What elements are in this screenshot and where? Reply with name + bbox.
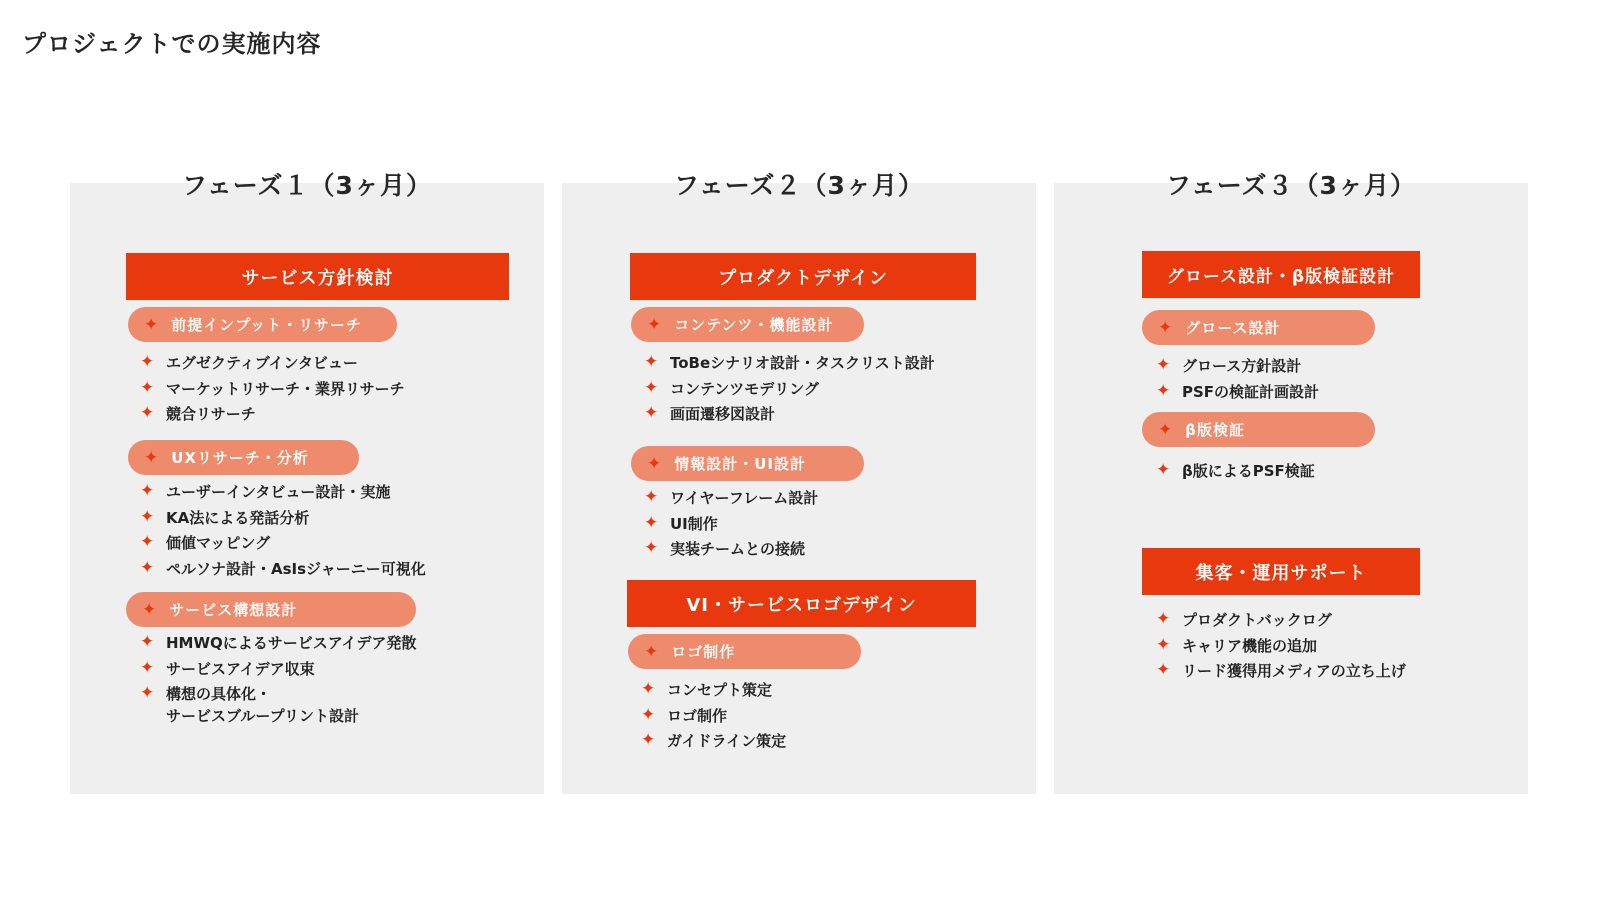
sparkle-star-icon: ✦ <box>644 487 659 507</box>
sparkle-star-icon: ✦ <box>644 538 659 559</box>
sub-pill-label: 情報設計・UI設計 <box>674 455 807 473</box>
phase-3-list-3 <box>1156 607 1406 684</box>
list-item: ✦ UI制作 <box>644 511 818 537</box>
list-item: ✦ ガイドライン策定 <box>641 728 786 754</box>
phase-3-main-label-2: 集客・運用サポート <box>1142 548 1420 595</box>
phase-1-list-3 <box>140 630 416 727</box>
sparkle-star-icon: ✦ <box>142 599 158 620</box>
sparkle-star-icon: ✦ <box>1156 634 1171 655</box>
sparkle-star-icon: ✦ <box>1156 380 1171 401</box>
list-item: ✦ β版によるPSF検証 <box>1156 458 1315 484</box>
list-item: ✦ PSFの検証計画設計 <box>1156 379 1319 405</box>
list-item: ✦ プロダクトバックログ <box>1156 607 1406 633</box>
list-item: ✦ コンセプト策定 <box>641 677 786 703</box>
sparkle-star-icon: ✦ <box>1158 419 1174 440</box>
phase-3-list-2 <box>1156 458 1315 484</box>
list-item: ✦ サービスアイデア収束 <box>140 656 416 682</box>
list-item: ✦ ワイヤーフレーム設計 <box>644 485 818 511</box>
phase-1-sub-pill-2 <box>128 440 359 475</box>
sparkle-star-icon: ✦ <box>140 506 155 527</box>
sparkle-star-icon: ✦ <box>647 314 663 335</box>
page-title: プロジェクトでの実施内容 <box>22 30 322 58</box>
sparkle-star-icon: ✦ <box>1156 460 1171 480</box>
phase-3-heading: フェーズ３（3ヶ月） <box>1166 171 1416 200</box>
list-item: ✦ 画面遷移図設計 <box>644 401 935 427</box>
list-item: ✦ ペルソナ設計・AsIsジャーニー可視化 <box>140 556 426 582</box>
sparkle-star-icon: ✦ <box>644 377 659 398</box>
sparkle-star-icon: ✦ <box>644 641 660 662</box>
phase-2-sub-pill-3 <box>628 634 861 669</box>
phase-3-sub-pill-1 <box>1142 310 1375 345</box>
sparkle-star-icon: ✦ <box>140 403 155 424</box>
sparkle-star-icon: ✦ <box>140 632 155 652</box>
list-item: ✦ コンテンツモデリング <box>644 376 935 402</box>
sparkle-star-icon: ✦ <box>641 704 656 725</box>
phase-3-list-1 <box>1156 353 1319 404</box>
list-item: ✦ HMWQによるサービスアイデア発散 <box>140 630 416 656</box>
phase-1-sub-pill-1 <box>128 307 397 342</box>
sparkle-star-icon: ✦ <box>1156 609 1171 629</box>
list-item: ✦ 実装チームとの接続 <box>644 536 818 562</box>
sub-pill-label: サービス構想設計 <box>169 601 298 619</box>
sparkle-star-icon: ✦ <box>140 352 155 372</box>
phase-1-list-1 <box>140 350 405 427</box>
sparkle-star-icon: ✦ <box>140 377 155 398</box>
sparkle-star-icon: ✦ <box>644 512 659 533</box>
phase-2-sub-pill-2 <box>631 446 864 481</box>
phase-3-main-label: グロース設計・β版検証設計 <box>1142 251 1420 298</box>
sparkle-star-icon: ✦ <box>641 679 656 699</box>
list-item: ✦ KA法による発話分析 <box>140 505 426 531</box>
sparkle-star-icon: ✦ <box>644 403 659 424</box>
phase-2-list-2 <box>644 485 818 562</box>
phase-2-heading: フェーズ２（3ヶ月） <box>674 171 924 200</box>
sub-pill-label: コンテンツ・機能設計 <box>674 316 834 334</box>
sparkle-star-icon: ✦ <box>140 532 155 553</box>
sparkle-star-icon: ✦ <box>140 683 155 704</box>
phase-2-list-3 <box>641 677 786 754</box>
sub-pill-label: 前提インプット・リサーチ <box>171 316 362 334</box>
sparkle-star-icon: ✦ <box>1156 355 1171 375</box>
phase-1-list-2 <box>140 479 426 581</box>
list-item: ✦ ユーザーインタビュー設計・実施 <box>140 479 426 505</box>
sparkle-star-icon: ✦ <box>647 453 663 474</box>
sub-pill-label: UXリサーチ・分析 <box>171 449 309 467</box>
phase-2-main-label-2: VI・サービスロゴデザイン <box>627 580 976 627</box>
list-item: ✦ 競合リサーチ <box>140 401 405 427</box>
list-item: ✦ 構想の具体化・ サービスブループリント設計 <box>140 683 360 726</box>
phase-2-main-label: プロダクトデザイン <box>630 253 976 300</box>
list-item: ✦ キャリア機能の追加 <box>1156 633 1406 659</box>
sparkle-star-icon: ✦ <box>140 557 155 578</box>
sparkle-star-icon: ✦ <box>1158 317 1174 338</box>
sub-pill-label: β版検証 <box>1185 421 1245 439</box>
list-item: ✦ エグゼクティブインタビュー <box>140 350 405 376</box>
sub-pill-label: グロース設計 <box>1185 319 1281 337</box>
list-item: ✦ ロゴ制作 <box>641 703 786 729</box>
sparkle-star-icon: ✦ <box>140 657 155 678</box>
sparkle-star-icon: ✦ <box>144 314 160 335</box>
phase-1-heading: フェーズ１（3ヶ月） <box>182 171 432 200</box>
phase-2-list-1 <box>644 350 935 427</box>
list-item: ✦ 価値マッピング <box>140 530 426 556</box>
sparkle-star-icon: ✦ <box>144 447 160 468</box>
list-item: ✦ マーケットリサーチ・業界リサーチ <box>140 376 405 402</box>
sparkle-star-icon: ✦ <box>1156 660 1171 681</box>
list-item: ✦ グロース方針設計 <box>1156 353 1319 379</box>
sparkle-star-icon: ✦ <box>140 481 155 501</box>
phase-2-sub-pill-1 <box>631 307 864 342</box>
sub-pill-label: ロゴ制作 <box>671 643 736 661</box>
sparkle-star-icon: ✦ <box>644 352 659 372</box>
phase-3-sub-pill-2 <box>1142 412 1375 447</box>
phase-1-main-label: サービス方針検討 <box>126 253 509 300</box>
list-item: ✦ リード獲得用メディアの立ち上げ <box>1156 658 1406 684</box>
phase-1-sub-pill-3 <box>126 592 416 627</box>
sparkle-star-icon: ✦ <box>641 730 656 751</box>
list-item: ✦ ToBeシナリオ設計・タスクリスト設計 <box>644 350 935 376</box>
